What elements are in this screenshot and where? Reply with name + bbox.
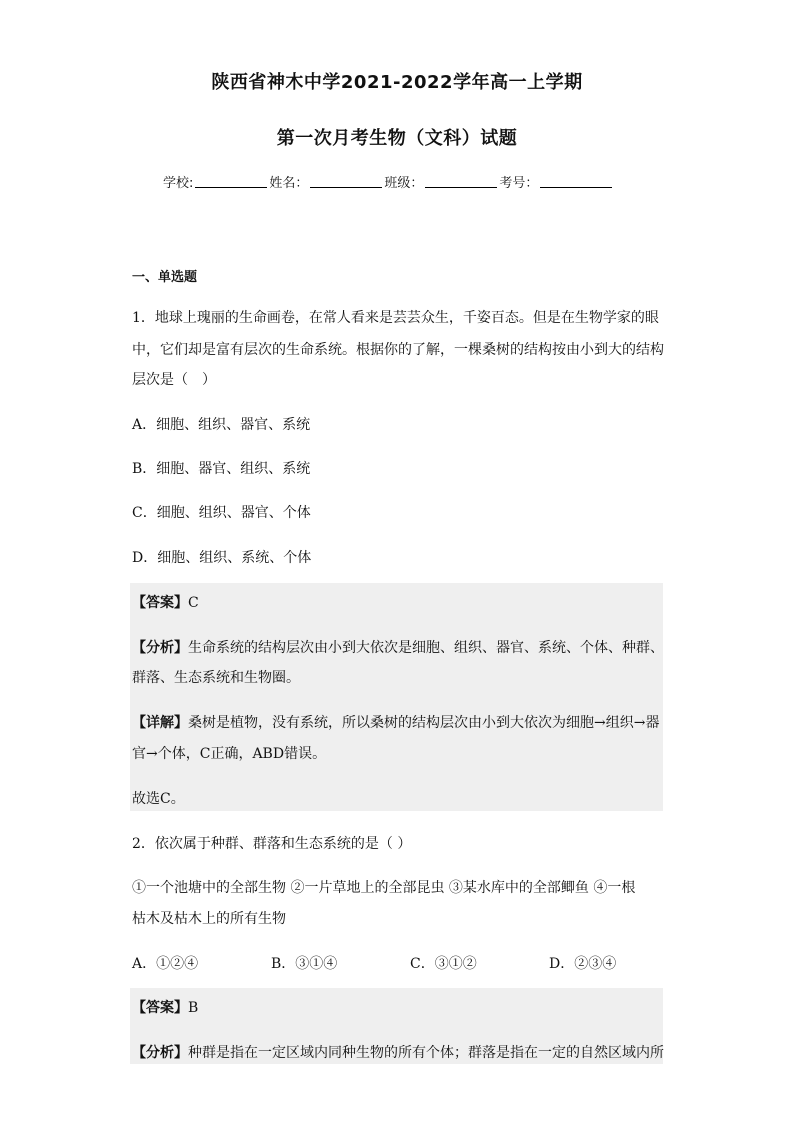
q2-items-line2: 枯木及枯木上的所有生物: [132, 911, 286, 927]
title-line1: 陕西省神木中学2021-2022学年高一上学期: [211, 72, 583, 93]
q1-detail-line2: 官→个体，C正确，ABD错误。: [132, 746, 327, 762]
q2-options-row: [132, 953, 688, 973]
q1-answer-box: [130, 583, 663, 811]
school-blank: [195, 175, 267, 188]
name-label: 姓名：: [269, 176, 309, 191]
q2-stem: 2．依次属于种群、群落和生态系统的是（ ）: [132, 836, 412, 852]
title-line2: 第一次月考生物（文科）试题: [276, 128, 518, 149]
q2-option-d: D．②③④: [549, 956, 617, 972]
q1-stem-line2: 中，它们却是富有层次的生命系统。根据你的了解，一棵桑树的结构按由小到大的结构: [132, 342, 664, 358]
q1-detail-line1: [132, 712, 659, 732]
q1-answer-line: [132, 592, 199, 612]
analysis-text: 生命系统的结构层次由小到大依次是细胞、组织、器官、系统、个体、种群、: [188, 640, 664, 656]
q2-option-c: C．③①②: [410, 956, 477, 972]
q2-option-b: B．③①④: [271, 956, 338, 972]
answer-tag: 【答案】: [132, 1000, 188, 1016]
detail-text: 桑树是植物，没有系统，所以桑树的结构层次由小到大依次为细胞→组织→器: [188, 715, 660, 731]
answer-tag: 【答案】: [132, 595, 188, 611]
q1-option-d: D．细胞、组织、系统、个体: [132, 550, 312, 566]
analysis-tag: 【分析】: [132, 640, 188, 656]
detail-tag: 【详解】: [132, 715, 188, 731]
class-label: 班级：: [384, 176, 424, 191]
exam-no-blank: [540, 175, 612, 188]
q1-analysis-line2: 群落、生态系统和生物圈。: [132, 670, 300, 686]
q1-choose: 故选C。: [132, 791, 185, 807]
student-info-row: [163, 172, 614, 191]
answer-value: C: [188, 595, 199, 611]
q1-option-b: B．细胞、器官、组织、系统: [132, 461, 311, 477]
analysis-text: 种群是指在一定区域内同种生物的所有个体；群落是指在一定的自然区域内所: [188, 1045, 664, 1061]
class-blank: [425, 175, 497, 188]
q1-stem-line1: 1．地球上瑰丽的生命画卷，在常人看来是芸芸众生，千姿百态。但是在生物学家的眼: [132, 310, 659, 326]
exam-no-label: 考号：: [499, 176, 539, 191]
school-label: 学校:: [163, 176, 194, 191]
q1-option-c: C．细胞、组织、器官、个体: [132, 505, 311, 521]
q2-items-line1: ①一个池塘中的全部生物 ②一片草地上的全部昆虫 ③某水库中的全部鲫鱼 ④一根: [132, 880, 636, 896]
answer-value: B: [188, 1000, 199, 1016]
analysis-tag: 【分析】: [132, 1045, 188, 1061]
q1-stem-line3: 层次是（ ）: [132, 372, 216, 388]
section-heading: 一、单选题: [132, 270, 198, 285]
name-blank: [310, 175, 382, 188]
q1-option-a: A．细胞、组织、器官、系统: [132, 417, 311, 433]
q2-answer-line: [132, 997, 198, 1017]
q1-analysis-line1: [132, 637, 664, 657]
q2-analysis-line1: [132, 1042, 664, 1062]
q2-option-a: A．①②④: [132, 956, 199, 972]
